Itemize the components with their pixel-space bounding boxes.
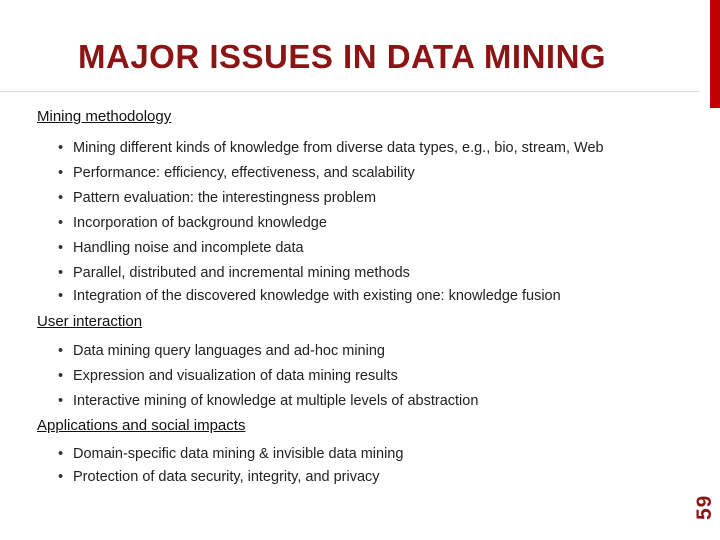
list-item: • Expression and visualization of data mining results <box>58 368 398 384</box>
list-item: • Interactive mining of knowledge at multiple levels of abstraction <box>58 393 478 409</box>
section-heading-user-interaction: User interaction <box>37 313 143 330</box>
list-item: • Integration of the discovered knowledge with existing one: knowledge fusion <box>58 288 561 304</box>
title-divider <box>0 91 700 92</box>
list-item: • Mining different kinds of knowledge from diverse data types, e.g., bio, stream, Web <box>58 140 604 156</box>
list-item: • Handling noise and incomplete data <box>58 240 304 256</box>
list-item: • Incorporation of background knowledge <box>58 215 327 231</box>
accent-bar <box>710 0 720 108</box>
list-item: • Domain-specific data mining & invisible data mining <box>58 446 403 462</box>
list-item: • Protection of data security, integrity, and privacy <box>58 469 380 485</box>
list-item: • Performance: efficiency, effectiveness, and scalability <box>58 165 415 181</box>
list-item: • Pattern evaluation: the interestingness problem <box>58 190 376 206</box>
list-item: • Data mining query languages and ad-hoc mining <box>58 343 385 359</box>
list-item: • Parallel, distributed and incremental mining methods <box>58 265 410 281</box>
page-number: 59 <box>693 494 716 520</box>
section-heading-applications: Applications and social impacts <box>37 417 246 434</box>
section-heading-mining-methodology: Mining methodology <box>37 108 172 125</box>
slide-title: MAJOR ISSUES IN DATA MINING <box>78 38 607 75</box>
